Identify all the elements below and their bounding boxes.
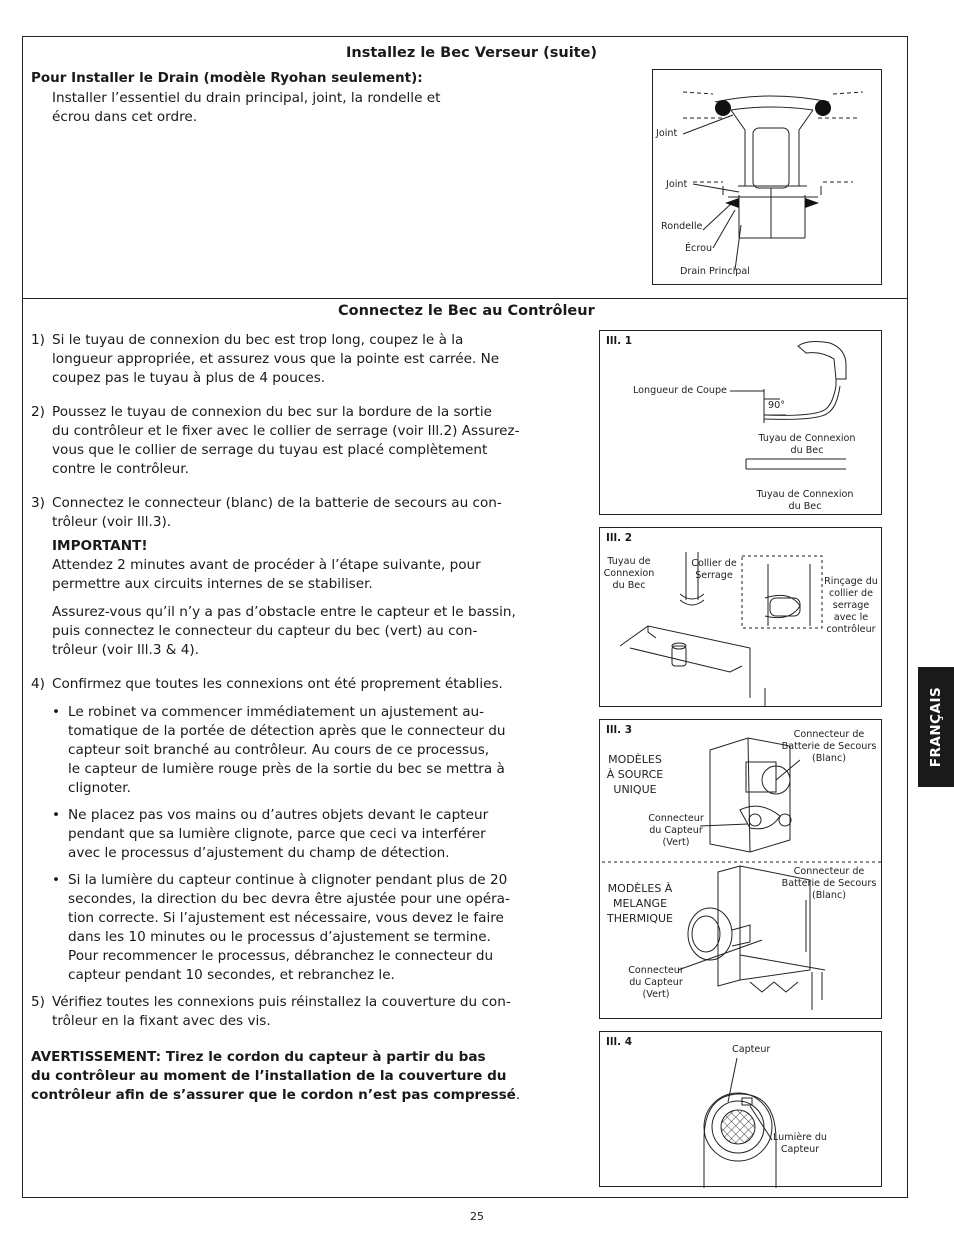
ill-3-sensor-2-line-1: Connecteur [628, 965, 684, 976]
bullet-1-line-2: tomatique de la portée de détection après que le connecteur du [68, 723, 506, 739]
step-2-line-2: du contrôleur et le fixer avec le collier de serrage (voir Ill.2) Assurez- [52, 423, 520, 439]
ill-2-flush-line-5: contrôleur [826, 624, 876, 635]
ill-3-mix-line-2: MELANGE [612, 897, 668, 910]
important-line-4: puis connectez le connecteur du capteur du bec (vert) au con- [52, 623, 478, 639]
ill-2-label: Ill. 2 [606, 532, 633, 544]
bullet-1-line-1: Le robinet va commencer immédiatement un ajustement au- [68, 704, 485, 720]
step-1-line-1: Si le tuyau de connexion du bec est trop long, coupez le à la [52, 332, 464, 348]
warning-line-1: AVERTISSEMENT: Tirez le cordon du capteur à partir du bas [31, 1049, 486, 1065]
ill-4-label: Ill. 4 [606, 1036, 633, 1048]
page-number: 25 [470, 1210, 484, 1223]
drain-figure [652, 69, 882, 285]
bullet-3-line-6: capteur pendant 10 secondes, et rebranchez le. [68, 967, 395, 983]
ill-1-figure [599, 330, 882, 515]
ill-3-sensor-2-line-2: du Capteur [629, 977, 683, 988]
important-line-3: Assurez-vous qu’il n’y a pas d’obstacle entre le capteur et le bassin, [52, 604, 516, 620]
ill-4-capteur: Capteur [732, 1044, 771, 1055]
ill-3-label: Ill. 3 [606, 724, 633, 736]
step-5-line-1: Vérifiez toutes les connexions puis réinstallez la couverture du con- [52, 994, 511, 1010]
ill-2-flush-line-2: collier de [828, 588, 874, 599]
language-tab-text: FRANÇAIS [928, 686, 944, 768]
bullet-3-line-1: Si la lumière du capteur continue à clignoter pendant plus de 20 [68, 872, 508, 888]
ill-2-hose-line-1: Tuyau de [607, 556, 651, 567]
ill-2-clamp-label [686, 558, 742, 582]
ill-2-flush-label [820, 576, 882, 636]
important-line-1: Attendez 2 minutes avant de procéder à l’étape suivante, pour [52, 557, 481, 573]
ill-2-hose-line-2: Connexion [603, 568, 655, 579]
important-label: IMPORTANT! [52, 538, 148, 554]
ill-1-hose-2-line-1: Tuyau de Connexion [756, 489, 854, 500]
important-line-2: permettre aux circuits internes de se stabiliser. [52, 576, 373, 592]
step-2-line-1: Poussez le tuyau de connexion du bec sur la bordure de la sortie [52, 404, 492, 420]
ill-3-sensor-2-line-3: (Vert) [642, 989, 670, 1000]
ill-1-hose-1-line-1: Tuyau de Connexion [758, 433, 856, 444]
ill-2-flush-line-4: avec le [833, 612, 869, 623]
ill-2-hose-label [600, 556, 658, 592]
bullet-3-line-3: tion correcte. Si l’ajustement est nécessaire, vous devez le faire [68, 910, 504, 926]
ill-4-figure [599, 1031, 882, 1187]
ill-3-battery-2-line-2: Batterie de Secours [781, 878, 877, 889]
bullet-1-line-3: capteur soit branché au contrôleur. Au cours de ce processus, [68, 742, 490, 758]
ill-3-battery-label-2 [776, 866, 882, 902]
step-3-line-1: Connectez le connecteur (blanc) de la batterie de secours au con- [52, 495, 502, 511]
bullet-2-line-3: avec le processus d’ajustement du champ de détection. [68, 845, 450, 861]
ill-2-flush-line-1: Rinçage du [824, 576, 878, 587]
ill-3-battery-label-1 [776, 729, 882, 765]
ill-3-thermostatic [600, 881, 680, 926]
ill-2-hose-line-3: du Bec [612, 580, 646, 591]
bullet-2-line-2: pendant que sa lumière clignote, parce que ceci va interférer [68, 826, 486, 842]
ill-3-single-line-3: UNIQUE [613, 783, 657, 796]
ill-1-hose-label-2 [748, 489, 862, 513]
step-1-line-3: coupez pas le tuyau à plus de 4 pouces. [52, 370, 326, 386]
language-tab [918, 667, 954, 787]
step-2-line-3: vous que le collier de serrage du tuyau est placé complètement [52, 442, 488, 458]
ill-3-single-line-1: MODÈLES [608, 753, 662, 766]
ill-1-hose-label-1 [750, 433, 864, 457]
step-2-number: 2) [31, 404, 45, 420]
step-1-number: 1) [31, 332, 45, 348]
bullet-3-glyph: • [52, 872, 61, 888]
ill-3-sensor-1-line-3: (Vert) [662, 837, 690, 848]
ill-4-light-line-1: Lumière du [772, 1132, 828, 1143]
label-joint-bottom: Joint [666, 179, 688, 190]
bullet-3-line-5: Pour recommencer le processus, débranchez le connecteur du [68, 948, 494, 964]
ill-3-sensor-label-1 [640, 813, 712, 849]
warning-line-2: du contrôleur au moment de l’installation de la couverture du [31, 1068, 507, 1084]
ill-1-hose-2-line-2: du Bec [788, 501, 822, 512]
label-joint-top: Joint [656, 128, 678, 139]
ill-4-light-line-2: Capteur [780, 1144, 820, 1155]
drain-instruction-2: écrou dans cet ordre. [52, 109, 198, 125]
ill-1-label: Ill. 1 [606, 335, 633, 347]
step-5-line-2: trôleur en la fixant avec des vis. [52, 1013, 271, 1029]
ill-3-single-source [602, 752, 668, 797]
bullet-1-line-5: clignoter. [68, 780, 131, 796]
ill-1-hose-1-line-2: du Bec [790, 445, 824, 456]
section-divider [22, 298, 908, 299]
step-4-text: Confirmez que toutes les connexions ont été proprement établies. [52, 676, 503, 692]
label-drain-principal: Drain Principal [680, 266, 750, 277]
ill-3-battery-2-line-3: (Blanc) [812, 890, 846, 901]
ill-2-clamp-line-2: Serrage [695, 570, 733, 581]
step-5-number: 5) [31, 994, 45, 1010]
ill-2-clamp-line-1: Collier de [691, 558, 737, 569]
bullet-2-line-1: Ne placez pas vos mains ou d’autres objets devant le capteur [68, 807, 489, 823]
ill-2-flush-line-3: serrage [832, 600, 870, 611]
step-4-number: 4) [31, 676, 45, 692]
label-ecrou: Écrou [685, 243, 713, 254]
step-1-line-2: longueur appropriée, et assurez vous que la pointe est carrée. Ne [52, 351, 500, 367]
warning-line-3 [31, 1086, 520, 1105]
ill-4-light-label [766, 1132, 834, 1156]
ill-3-sensor-label-2 [620, 965, 692, 1001]
section-title-install-spout: Installez le Bec Verseur (suite) [346, 45, 598, 61]
drain-subtitle: Pour Installer le Drain (modèle Ryohan seulement): [31, 70, 423, 86]
step-3-number: 3) [31, 495, 45, 511]
step-2-line-4: contre le contrôleur. [52, 461, 189, 477]
ill-3-figure [599, 719, 882, 1019]
important-line-5: trôleur (voir Ill.3 & 4). [52, 642, 200, 658]
ill-3-mix-line-3: THERMIQUE [607, 912, 673, 925]
ill-3-battery-1-line-3: (Blanc) [812, 753, 846, 764]
ill-1-cut-length: Longueur de Coupe [633, 385, 727, 396]
ill-3-battery-1-line-1: Connecteur de [793, 729, 865, 740]
step-3-line-2: trôleur (voir Ill.3). [52, 514, 172, 530]
ill-3-single-line-2: À SOURCE [606, 768, 664, 781]
ill-1-angle: 90° [768, 400, 786, 411]
bullet-2-glyph: • [52, 807, 61, 823]
bullet-1-line-4: le capteur de lumière rouge près de la sortie du bec se mettra à [68, 761, 505, 777]
ill-3-sensor-1-line-1: Connecteur [648, 813, 704, 824]
ill-2-figure [599, 527, 882, 707]
warning-line-3-text: contrôleur afin de s’assurer que le cordon n’est pas compressé [31, 1087, 516, 1103]
ill-3-mix-line-1: MODÈLES À [607, 882, 673, 895]
ill-3-sensor-1-line-2: du Capteur [649, 825, 703, 836]
ill-3-battery-1-line-2: Batterie de Secours [781, 741, 877, 752]
bullet-3-line-2: secondes, la direction du bec devra être ajustée pour une opéra- [68, 891, 510, 907]
section-title-connect-spout: Connectez le Bec au Contrôleur [338, 303, 595, 319]
warning-period: . [515, 1087, 521, 1103]
bullet-3-line-4: dans les 10 minutes ou le processus d’ajustement se termine. [68, 929, 491, 945]
bullet-1-glyph: • [52, 704, 61, 720]
drain-instruction-1: Installer l’essentiel du drain principal, joint, la rondelle et [52, 90, 441, 106]
label-rondelle: Rondelle [661, 221, 703, 232]
ill-3-battery-2-line-1: Connecteur de [793, 866, 865, 877]
